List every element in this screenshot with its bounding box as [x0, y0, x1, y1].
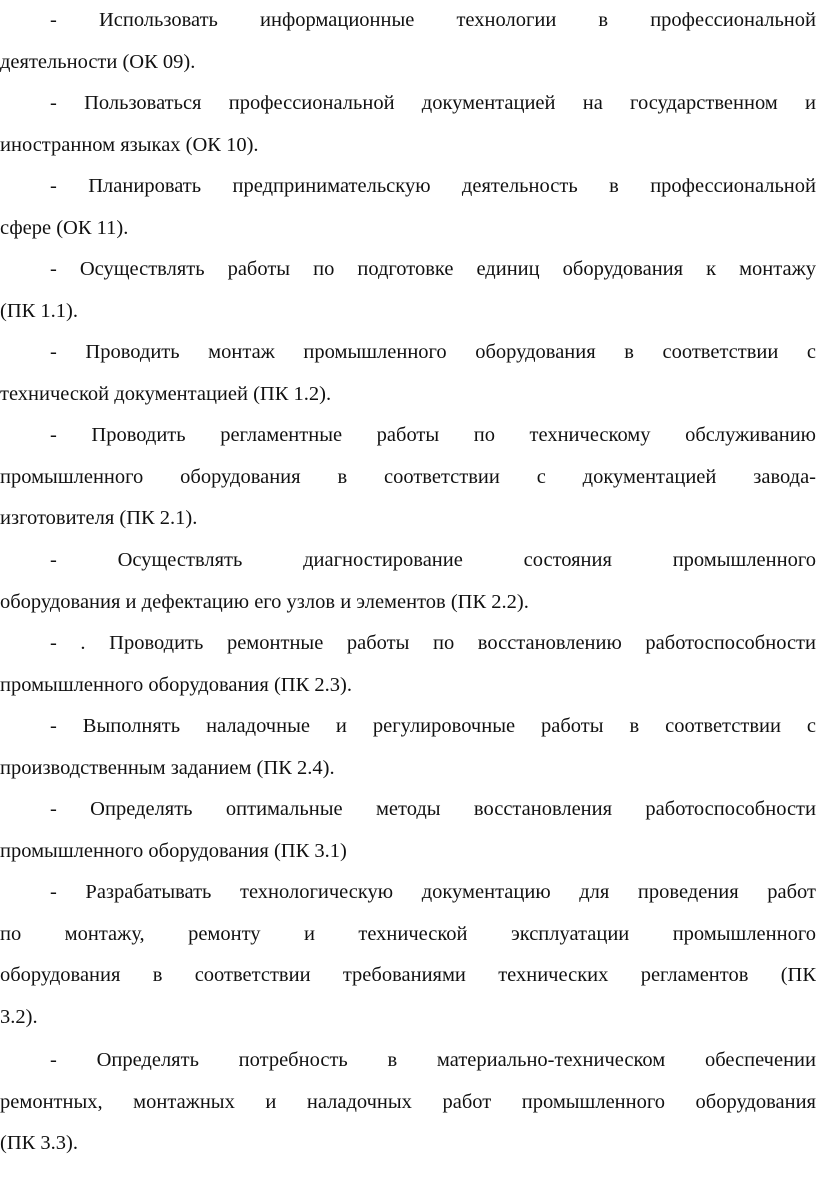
paragraph-pk-2-3 — [0, 623, 816, 706]
paragraph-pk-1-2 — [0, 332, 816, 415]
paragraph-pk-3-1 — [0, 789, 816, 872]
text-line: деятельности (ОК 09). — [0, 50, 196, 73]
text-line: изготовителя (ПК 2.1). — [0, 507, 198, 529]
text-line: - Определять потребность в материально-техническом обеспечении — [50, 1049, 816, 1071]
paragraph-pk-3-3 — [0, 1040, 816, 1165]
text-line: - Проводить регламентные работы по техническому обслуживанию — [50, 424, 816, 446]
text-line: - Определять оптимальные методы восстановления работоспособности — [50, 798, 816, 820]
text-line: (ПК 1.1). — [0, 299, 79, 322]
text-line: - Использовать информационные технологии в профессиональной — [50, 9, 816, 31]
text-line: (ПК 3.3). — [0, 1132, 79, 1154]
paragraph-ok-09 — [0, 0, 816, 83]
text-line: промышленного оборудования (ПК 3.1) — [0, 839, 347, 862]
text-line: промышленного оборудования (ПК 2.3). — [0, 673, 352, 696]
paragraph-pk-1-1 — [0, 249, 816, 332]
paragraph-ok-10 — [0, 83, 816, 166]
text-line: технической документацией (ПК 1.2). — [0, 382, 332, 405]
text-line: - Разрабатывать технологическую документацию для проведения работ — [50, 881, 816, 903]
text-line: промышленного оборудования в соответствии с документацией завода- — [0, 465, 816, 488]
text-line: иностранном языках (ОК 10). — [0, 133, 259, 156]
paragraph-pk-2-2 — [0, 540, 816, 623]
text-line: 3.2). — [0, 1005, 38, 1028]
paragraph-pk-2-1 — [0, 415, 816, 540]
paragraph-pk-3-2 — [0, 872, 816, 1038]
text-line: - . Проводить ремонтные работы по восстановлению работоспособности — [50, 632, 816, 654]
text-line: ремонтных, монтажных и наладочных работ промышленного оборудования — [0, 1090, 816, 1113]
text-line: сфере (ОК 11). — [0, 216, 129, 239]
text-line: - Пользоваться профессиональной документацией на государственном и — [50, 92, 816, 114]
text-line: производственным заданием (ПК 2.4). — [0, 756, 335, 779]
text-line: оборудования в соответствии требованиями технических регламентов (ПК — [0, 964, 816, 986]
text-line: оборудования и дефектацию его узлов и элементов (ПК 2.2). — [0, 590, 529, 613]
text-line: - Осуществлять диагностирование состояния промышленного — [50, 549, 816, 571]
text-line: - Проводить монтаж промышленного оборудования в соответствии с — [50, 341, 816, 363]
text-line: по монтажу, ремонту и технической эксплуатации промышленного — [0, 922, 816, 945]
text-line: - Выполнять наладочные и регулировочные работы в соответствии с — [50, 715, 816, 737]
paragraph-pk-2-4 — [0, 706, 816, 789]
paragraph-ok-11 — [0, 166, 816, 249]
text-line: - Осуществлять работы по подготовке единиц оборудования к монтажу — [50, 258, 816, 280]
text-line: - Планировать предпринимательскую деятельность в профессиональной — [50, 175, 816, 197]
